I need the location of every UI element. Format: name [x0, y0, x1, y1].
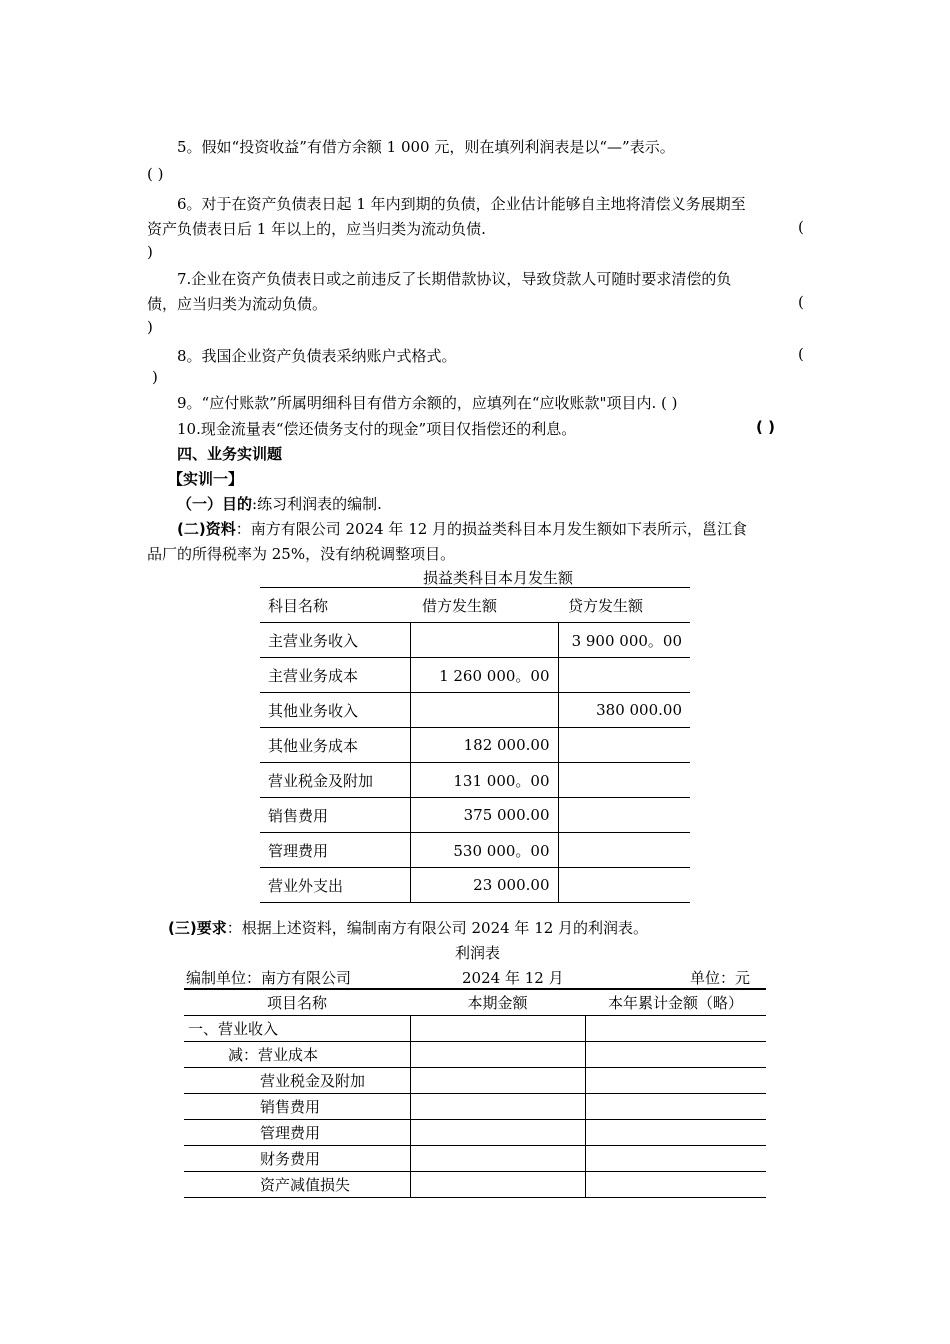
table-cell [410, 1042, 585, 1068]
table-cell [585, 1068, 766, 1094]
section-subtitle: 【实训一】 [168, 470, 244, 488]
table-cell: 375 000.00 [410, 798, 558, 833]
question-10: 10.现金流量表“偿还债务支付的现金”项目仅指偿还的利息。 [177, 420, 577, 438]
question-7-paren-open: ( [798, 293, 804, 311]
table-row-label: 减：营业成本 [184, 1042, 410, 1068]
question-8: 8。我国企业资产负债表采纳账户式格式。 [177, 347, 457, 365]
question-5: 5。假如“投资收益”有借方余额 1 000 元，则在填列利润表是以“—”表示。 [177, 138, 675, 156]
table-cell [585, 1172, 766, 1198]
table-cell [558, 728, 690, 763]
table-cell [558, 868, 690, 903]
table-cell [410, 1094, 585, 1120]
table1-header-debit: 借方发生额 [410, 588, 558, 623]
profit-loss-accounts-table [260, 587, 690, 903]
table-cell: 23 000.00 [410, 868, 558, 903]
section-title: 四、业务实训题 [177, 445, 283, 463]
table-cell [410, 623, 558, 658]
table-cell: 营业外支出 [260, 868, 410, 903]
question-8-paren-open: ( [798, 345, 804, 363]
table2-header-cumulative: 本年累计金额（略） [585, 989, 766, 1016]
table-cell: 其他业务收入 [260, 693, 410, 728]
purpose-text: :练习利润表的编制. [252, 495, 382, 513]
table-cell [558, 798, 690, 833]
table-row-label: 一、营业收入 [184, 1016, 410, 1042]
table-cell: 1 260 000。00 [410, 658, 558, 693]
question-7-paren-close: ) [147, 318, 153, 336]
question-6-paren-close: ) [147, 243, 153, 261]
table-row-label: 管理费用 [184, 1120, 410, 1146]
table-cell [410, 1146, 585, 1172]
table-cell: 销售费用 [260, 798, 410, 833]
table-cell [585, 1120, 766, 1146]
table1-caption: 损益类科目本月发生额 [423, 569, 574, 587]
table2-unit-left: 编制单位：南方有限公司 [186, 969, 352, 987]
table1-header-name: 科目名称 [260, 588, 410, 623]
table-cell [410, 693, 558, 728]
table-cell: 主营业务成本 [260, 658, 410, 693]
material-text: ：南方有限公司 2024 年 12 月的损益类科目本月发生额如下表所示，邕江食 [235, 520, 748, 538]
question-5-paren: ( ) [147, 165, 164, 183]
question-9: 9。“应付账款”所属明细科目有借方余额的，应填列在“应收账款"项目内. ( ) [177, 394, 678, 412]
table-cell [558, 833, 690, 868]
requirement-line [168, 917, 648, 938]
table-cell: 3 900 000。00 [558, 623, 690, 658]
requirement-label: (三)要求 [168, 919, 227, 937]
table-cell [558, 658, 690, 693]
table-cell [410, 1068, 585, 1094]
question-6-line2: 资产负债表日后 1 年以上的，应当归类为流动负债. [147, 220, 486, 238]
table-cell: 主营业务收入 [260, 623, 410, 658]
table-cell: 其他业务成本 [260, 728, 410, 763]
table-row-label: 销售费用 [184, 1094, 410, 1120]
table1-header-credit: 贷方发生额 [558, 588, 690, 623]
table2-unit-mid: 2024 年 12 月 [462, 969, 564, 987]
question-6: 6。对于在资产负债表日起 1 年内到期的负债，企业估计能够自主地将清偿义务展期至 [177, 195, 746, 213]
table-cell [410, 1120, 585, 1146]
material-line [177, 518, 747, 539]
table-cell: 营业税金及附加 [260, 763, 410, 798]
material-line2: 品厂的所得税率为 25%，没有纳税调整项目。 [147, 545, 456, 563]
table2-caption: 利润表 [455, 944, 501, 962]
table2-header-name: 项目名称 [184, 989, 410, 1016]
table-cell: 530 000。00 [410, 833, 558, 868]
table-cell [585, 1042, 766, 1068]
question-6-paren-open: ( [798, 218, 804, 236]
income-statement-table [184, 988, 766, 1198]
table-row-label: 资产减值损失 [184, 1172, 410, 1198]
question-10-paren: ( ) [756, 418, 775, 436]
table-cell [410, 1016, 585, 1042]
purpose-line [177, 493, 382, 514]
table-cell [410, 1172, 585, 1198]
table-row-label: 营业税金及附加 [184, 1068, 410, 1094]
question-7-line2: 债，应当归类为流动负债。 [147, 295, 328, 313]
table2-unit-right: 单位：元 [690, 969, 751, 987]
purpose-label: （一）目的 [177, 495, 253, 513]
table-row-label: 财务费用 [184, 1146, 410, 1172]
requirement-text: ：根据上述资料，编制南方有限公司 2024 年 12 月的利润表。 [226, 919, 649, 937]
table2-header-current: 本期金额 [410, 989, 585, 1016]
table-cell [585, 1094, 766, 1120]
table-cell [585, 1016, 766, 1042]
material-label: (二)资料 [177, 520, 236, 538]
table-cell: 380 000.00 [558, 693, 690, 728]
question-7: 7.企业在资产负债表日或之前违反了长期借款协议，导致贷款人可随时要求清偿的负 [177, 270, 732, 288]
table-cell: 管理费用 [260, 833, 410, 868]
table-cell: 182 000.00 [410, 728, 558, 763]
table-cell [558, 763, 690, 798]
question-8-paren-close: ) [152, 368, 158, 386]
table-cell [585, 1146, 766, 1172]
table-cell: 131 000。00 [410, 763, 558, 798]
